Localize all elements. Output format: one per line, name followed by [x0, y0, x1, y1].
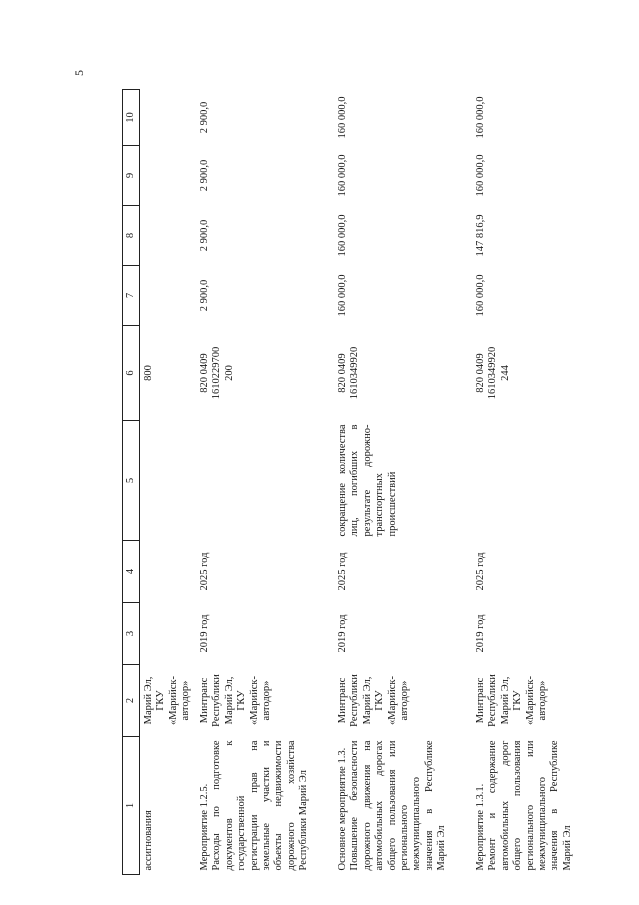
column-header-5: 5	[123, 421, 140, 541]
cell-result: сокращение количества лиц, погибших в результате дорожно-транспортных происшествий	[337, 424, 398, 537]
column-header-3: 3	[123, 603, 140, 665]
cell-value-8: 147 816,9	[475, 214, 486, 257]
cell-budget-code: 820 0409 1610349920 244	[475, 346, 511, 400]
cell-budget-code: 820 0409 1610349920	[337, 346, 361, 400]
page-number: 5	[72, 70, 86, 76]
table-row	[196, 90, 334, 875]
cell-end-year	[140, 541, 197, 603]
cell-activity: Мероприятие 1.2.5. Расходы по подготовке документов к государственной регистрации прав на земельные участки и объекты недвижимости дорожного хозяйства Республики Марий Эл	[199, 740, 309, 871]
table-row	[140, 90, 197, 875]
cell-budget-code: 800	[143, 365, 154, 381]
column-header-1: 1	[123, 737, 140, 875]
column-header-2: 2	[123, 665, 140, 737]
cell-value-10: 160 000,0	[475, 96, 486, 139]
cell-value-10: 160 000,0	[337, 96, 348, 139]
cell-executor: Минтранс Республики Марий Эл, ГКУ «Марийск- автодор»	[475, 674, 548, 727]
column-header-7: 7	[123, 266, 140, 326]
cell-activity: Основное мероприятие 1.3. Повышение безопасности дорожного движения на автомобильных дорогах общего пользования или регионального межмуниципального значения в Республике Марий Эл	[337, 740, 447, 871]
column-header-10: 10	[123, 90, 140, 146]
cell-value-10	[140, 90, 197, 146]
cell-value-9: 160 000,0	[475, 154, 486, 197]
cell-result	[472, 421, 600, 541]
cell-end-year: 2025 год	[475, 552, 486, 591]
cell-activity: Мероприятие 1.3.1. Ремонт и содержание автомобильных дорог общего пользования регионального или межмуниципального значения в Республике Марий Эл	[475, 740, 573, 871]
cell-value-8: 2 900,0	[199, 219, 210, 252]
cell-value-7	[140, 266, 197, 326]
cell-activity: ассигнования	[143, 810, 154, 871]
cell-start-year: 2019 год	[475, 614, 486, 653]
cell-value-9: 2 900,0	[199, 159, 210, 192]
column-header-6: 6	[123, 326, 140, 421]
column-header-9: 9	[123, 146, 140, 206]
table-row	[472, 90, 600, 875]
cell-value-9	[140, 146, 197, 206]
cell-value-7: 2 900,0	[199, 279, 210, 312]
cell-value-8	[140, 206, 197, 266]
cell-executor: Минтранс Республики Марий Эл, ГКУ «Марийск- автодор»	[199, 674, 272, 727]
cell-end-year: 2025 год	[337, 552, 348, 591]
rotated-table-container	[122, 90, 622, 875]
cell-value-7: 160 000,0	[475, 274, 486, 317]
cell-value-7: 160 000,0	[337, 274, 348, 317]
program-activities-table	[122, 89, 600, 875]
table-row	[334, 90, 472, 875]
cell-budget-code: 820 0409 1610229700 200	[199, 346, 235, 400]
cell-executor: Минтранс Республики Марий Эл, ГКУ «Марийск- автодор»	[337, 674, 410, 727]
cell-executor: Марий Эл, ГКУ «Марийск- автодор»	[143, 676, 192, 725]
cell-start-year: 2019 год	[199, 614, 210, 653]
column-header-8: 8	[123, 206, 140, 266]
cell-value-8: 160 000,0	[337, 214, 348, 257]
column-number-row	[123, 90, 140, 875]
cell-result	[140, 421, 197, 541]
column-header-4: 4	[123, 541, 140, 603]
cell-end-year: 2025 год	[199, 552, 210, 591]
cell-result	[196, 421, 334, 541]
cell-start-year: 2019 год	[337, 614, 348, 653]
cell-value-9: 160 000,0	[337, 154, 348, 197]
cell-value-10: 2 900,0	[199, 101, 210, 134]
cell-start-year	[140, 603, 197, 665]
